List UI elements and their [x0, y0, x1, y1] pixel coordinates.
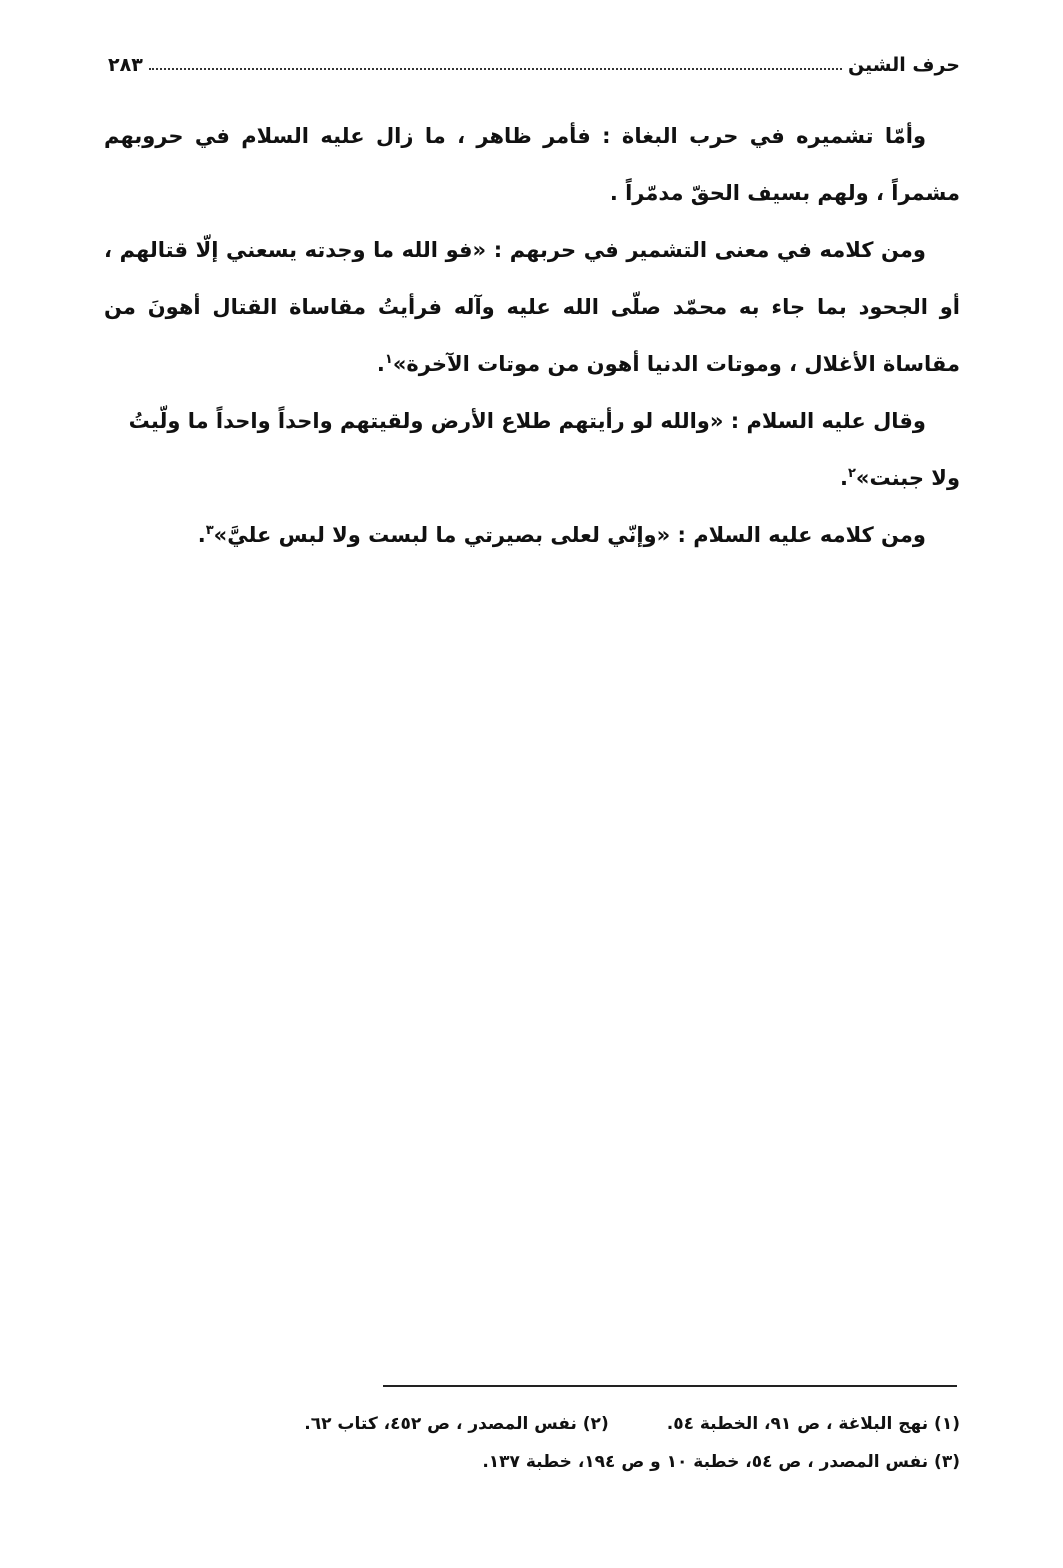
footnote-row: [200, 1443, 960, 1481]
footnote-divider: [383, 1385, 957, 1387]
body-text: [104, 108, 960, 564]
footnote-marker[interactable]: ١: [384, 352, 393, 367]
paragraph-text: وقال عليه السلام : «والله لو رأيتهم طلاع الأرض ولقيتهم واحداً واحداً ما ولّيتُ ولا جبنت»: [128, 409, 960, 490]
chapter-title: حرف الشين: [847, 54, 960, 76]
paragraph: وقال عليه السلام : «والله لو رأيتهم طلاع الأرض ولقيتهم واحداً واحداً ما ولّيتُ ولا جبنت»$^٢$.: [128, 409, 960, 490]
footnote: (٢) نفس المصدر ، ص ٤٥٢، كتاب ٦٢.: [304, 1414, 609, 1434]
footnote-marker[interactable]: ٢: [847, 466, 856, 481]
footnote: (٣) نفس المصدر ، ص ٥٤، خطبة ١٠ و ص ١٩٤، خطبة ١٣٧.: [482, 1452, 960, 1472]
paragraph: ومن كلامه في معنى التشمير في حربهم : «فو الله ما وجدته يسعني إلّا قتالهم ، أو الجحود بما جاء به محمّد صلّى الله عليه وآله فرأيتُ مقاساة القتال أهونَ من مقاساة الأغلال ، وموتات الدنيا أهون من موتات الآخرة»$^١$.: [104, 238, 960, 376]
footnote-row: [200, 1405, 960, 1443]
paragraph: [104, 108, 960, 222]
page-number: ٢٨٣: [108, 54, 143, 76]
paragraph-text: ومن كلامه عليه السلام : «وإنّي لعلى بصيرتي ما لبست ولا لبس عليَّ»: [213, 523, 926, 547]
running-header: [108, 44, 960, 76]
dotted-leader: [149, 68, 842, 70]
paragraph: ومن كلامه عليه السلام : «وإنّي لعلى بصيرتي ما لبست ولا لبس عليَّ»$^٣$.: [197, 523, 926, 547]
paragraph-text: وأمّا تشميره في حرب البغاة : فأمر ظاهر ، ما زال عليه السلام في حروبهم مشمراً ، ولهم بسيف الحقّ مدمّراً .: [104, 124, 960, 205]
footnote-marker[interactable]: ٣: [205, 523, 214, 538]
footnotes: [200, 1405, 960, 1481]
footnote: (١) نهج البلاغة ، ص ٩١، الخطبة ٥٤.: [666, 1414, 960, 1434]
paragraph-text: ومن كلامه في معنى التشمير في حربهم : «فو الله ما وجدته يسعني إلّا قتالهم ، أو الجحود بما جاء به محمّد صلّى الله عليه وآله فرأيتُ مقاساة القتال أهونَ من مقاساة الأغلال ، وموتات الدنيا أهون من موتات الآخرة»: [104, 238, 960, 376]
